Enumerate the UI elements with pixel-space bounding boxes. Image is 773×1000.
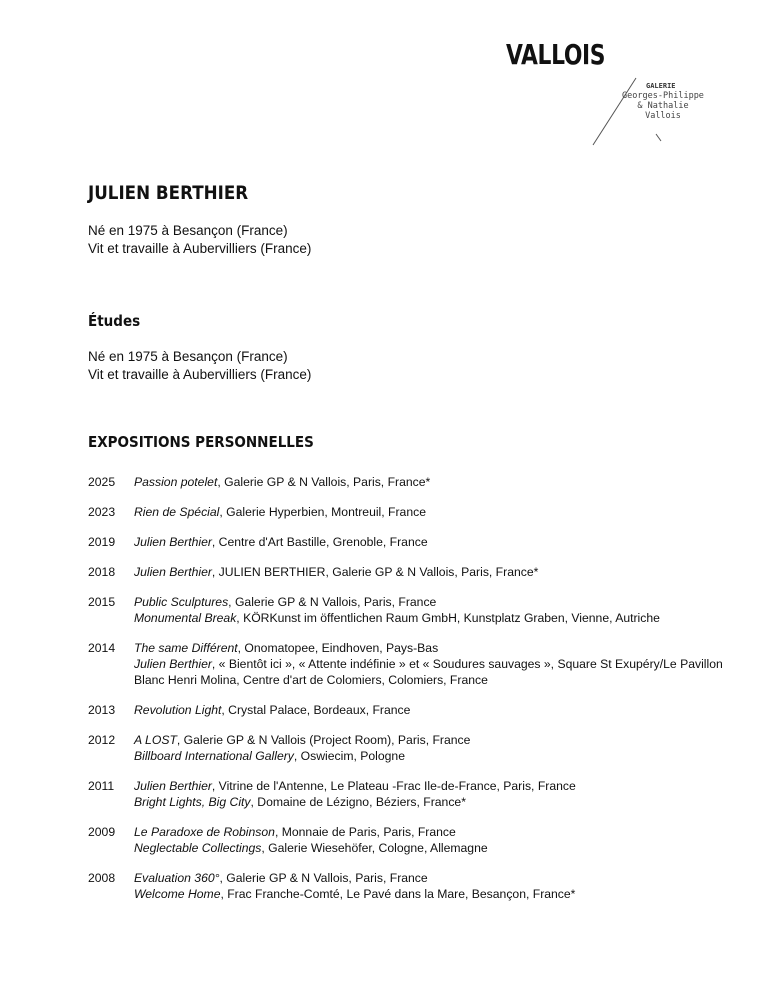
exhibition-year-row xyxy=(88,564,728,580)
exhibition-title: Billboard International Gallery xyxy=(134,749,294,763)
exhibition-items xyxy=(134,824,728,856)
exhibition-title: Julien Berthier xyxy=(134,535,212,549)
exhibition-item xyxy=(134,840,728,856)
exhibition-details: , Galerie GP & N Vallois, Paris, France* xyxy=(217,475,431,489)
exhibition-year-row xyxy=(88,594,728,626)
bio-line: Vit et travaille à Aubervilliers (France) xyxy=(88,241,312,256)
exhibition-details: , KÖRKunst im öffentlichen Raum GmbH, Kunstplatz Graben, Vienne, Autriche xyxy=(236,611,660,625)
expositions-list xyxy=(88,474,728,902)
exhibition-year: 2023 xyxy=(88,505,116,519)
exhibition-item xyxy=(134,594,728,610)
exhibition-details: , Monnaie de Paris, Paris, France xyxy=(274,825,456,839)
etudes-line: Vit et travaille à Aubervilliers (France) xyxy=(88,367,312,382)
exhibition-year-row xyxy=(88,732,728,764)
exhibition-title: A LOST xyxy=(134,733,177,747)
exhibition-details: , JULIEN BERTHIER, Galerie GP & N Vallois, Paris, France* xyxy=(211,565,539,579)
exhibition-year: 2019 xyxy=(88,535,116,549)
exhibition-items xyxy=(134,870,728,902)
exhibition-year: 2025 xyxy=(88,475,116,489)
exhibition-details: , Domaine de Lézigno, Béziers, France* xyxy=(250,795,466,809)
exhibition-details: , Galerie GP & N Vallois (Project Room), Paris, France xyxy=(176,733,471,747)
exhibition-item xyxy=(134,886,728,902)
exhibition-title: Julien Berthier xyxy=(134,565,212,579)
exhibition-items xyxy=(134,640,728,688)
exhibition-item xyxy=(134,564,728,580)
exhibition-year-row xyxy=(88,504,728,520)
exhibition-year: 2011 xyxy=(88,779,115,793)
exhibition-item xyxy=(134,640,728,656)
expositions-heading: EXPOSITIONS PERSONNELLES xyxy=(88,433,314,451)
exhibition-year: 2015 xyxy=(88,595,116,609)
exhibition-title: Passion potelet xyxy=(134,475,218,489)
exhibition-details: , Vitrine de l'Antenne, Le Plateau -Frac Ile-de-France, Paris, France xyxy=(211,779,576,793)
exhibition-items xyxy=(134,534,728,550)
exhibition-details: , Centre d'Art Bastille, Grenoble, France xyxy=(211,535,428,549)
gallery-logo xyxy=(506,38,706,148)
artist-name: JULIEN BERTHIER xyxy=(88,182,249,204)
exhibition-items xyxy=(134,564,728,580)
logo-name-line: Vallois xyxy=(645,111,681,121)
artist-bio xyxy=(88,222,311,258)
exhibition-item xyxy=(134,748,728,764)
exhibition-title: Le Paradoxe de Robinson xyxy=(134,825,275,839)
exhibition-items xyxy=(134,474,728,490)
exhibition-year-row xyxy=(88,824,728,856)
exhibition-items xyxy=(134,732,728,764)
logo-name-line: & Nathalie xyxy=(637,101,689,111)
exhibition-year: 2018 xyxy=(88,565,116,579)
exhibition-item xyxy=(134,474,728,490)
exhibition-title: Neglectable Collectings xyxy=(134,841,262,855)
exhibition-details: , Onomatopee, Eindhoven, Pays-Bas xyxy=(237,641,439,655)
exhibition-year: 2013 xyxy=(88,703,116,717)
exhibition-items xyxy=(134,594,728,626)
exhibition-item xyxy=(134,610,728,626)
exhibition-item xyxy=(134,778,728,794)
exhibition-details: , Galerie Hyperbien, Montreuil, France xyxy=(219,505,426,519)
logo-name-line: Georges-Philippe xyxy=(622,91,704,101)
exhibition-title: Julien Berthier xyxy=(134,657,212,671)
exhibition-details: , Oswiecim, Pologne xyxy=(293,749,405,763)
etudes-heading: Études xyxy=(88,312,141,330)
exhibition-item xyxy=(134,534,728,550)
etudes-line: Né en 1975 à Besançon (France) xyxy=(88,349,288,364)
exhibition-title: The same Différent xyxy=(134,641,238,655)
exhibition-details: , Frac Franche-Comté, Le Pavé dans la Mare, Besançon, France* xyxy=(220,887,576,901)
exhibition-title: Rien de Spécial xyxy=(134,505,220,519)
exhibition-title: Bright Lights, Big City xyxy=(134,795,251,809)
exhibition-year-row xyxy=(88,778,728,810)
exhibition-title: Welcome Home xyxy=(134,887,221,901)
exhibition-title: Revolution Light xyxy=(134,703,222,717)
exhibition-items xyxy=(134,504,728,520)
exhibition-details: , Crystal Palace, Bordeaux, France xyxy=(221,703,411,717)
exhibition-item xyxy=(134,824,728,840)
exhibition-item xyxy=(134,702,728,718)
exhibition-details: , Galerie GP & N Vallois, Paris, France xyxy=(219,871,428,885)
exhibition-item xyxy=(134,794,728,810)
exhibition-year-row xyxy=(88,474,728,490)
exhibition-year: 2008 xyxy=(88,871,116,885)
exhibition-year: 2009 xyxy=(88,825,116,839)
exhibition-details: , Galerie GP & N Vallois, Paris, France xyxy=(228,595,437,609)
bio-line: Né en 1975 à Besançon (France) xyxy=(88,223,288,238)
exhibition-year-row xyxy=(88,702,728,718)
exhibition-details: , Galerie Wiesehöfer, Cologne, Allemagne xyxy=(261,841,488,855)
exhibition-details: , « Bientôt ici », « Attente indéfinie » et « Soudures sauvages », Square St Exupéry/Le Pavillon Blanc Henri Molina, Centre d'art de Colomiers, Colomiers, France xyxy=(134,657,723,687)
logo-wordmark: VALLOIS xyxy=(506,38,606,71)
exhibition-items xyxy=(134,702,728,718)
exhibition-year: 2012 xyxy=(88,733,116,747)
exhibition-title: Monumental Break xyxy=(134,611,237,625)
exhibition-year-row xyxy=(88,534,728,550)
exhibition-year: 2014 xyxy=(88,641,116,655)
exhibition-year-row xyxy=(88,870,728,902)
exhibition-item xyxy=(134,656,728,688)
exhibition-items xyxy=(134,778,728,810)
exhibition-item xyxy=(134,870,728,886)
exhibition-item xyxy=(134,504,728,520)
exhibition-title: Evaluation 360° xyxy=(134,871,220,885)
exhibition-title: Public Sculptures xyxy=(134,595,229,609)
exhibition-year-row xyxy=(88,640,728,688)
etudes-text xyxy=(88,348,311,384)
exhibition-item xyxy=(134,732,728,748)
logo-gallery-names xyxy=(618,91,708,121)
exhibition-title: Julien Berthier xyxy=(134,779,212,793)
logo-galerie-label: GALERIE xyxy=(646,82,676,90)
